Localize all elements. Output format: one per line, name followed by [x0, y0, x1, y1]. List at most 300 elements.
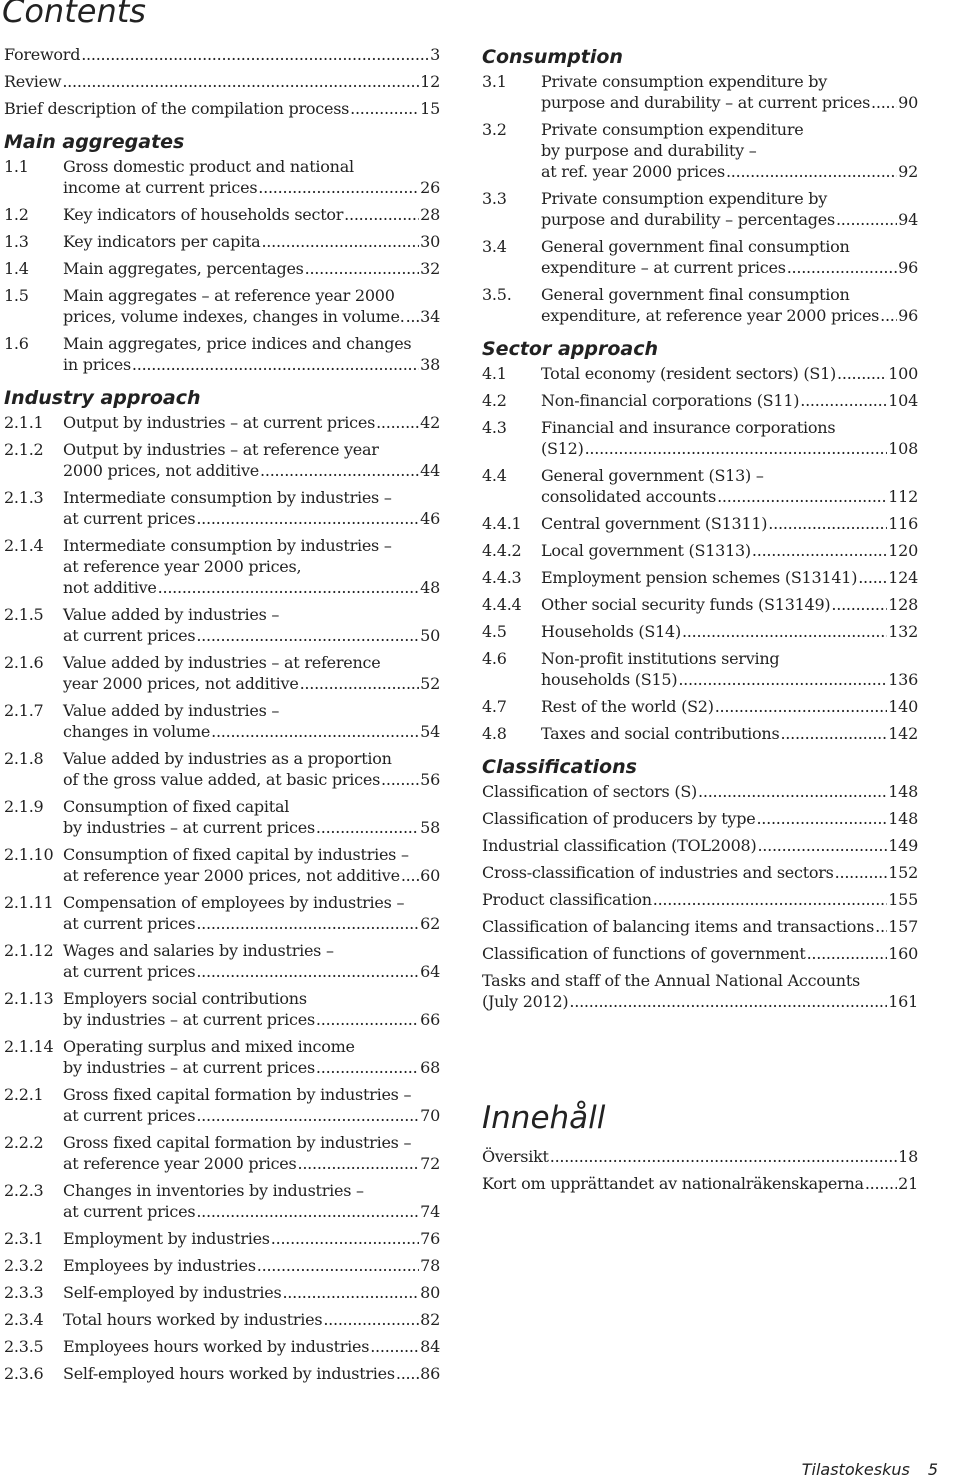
toc-entry[interactable] — [4, 258, 440, 279]
toc-entry[interactable] — [4, 1363, 440, 1384]
toc-entry[interactable] — [482, 696, 918, 717]
entry-number: 2.1.12 — [4, 941, 54, 960]
entry-number: 4.2 — [482, 391, 507, 410]
entry-body — [482, 781, 918, 802]
entry-page-number: 60 — [420, 866, 440, 885]
toc-entry[interactable] — [482, 916, 918, 937]
entry-number: 3.1 — [482, 72, 507, 91]
entry-body — [63, 412, 440, 433]
entry-number: 2.2.1 — [4, 1085, 44, 1104]
entry-number: 2.2.3 — [4, 1181, 44, 1200]
toc-entry[interactable] — [4, 98, 440, 119]
dot-leader — [258, 177, 419, 198]
entry-title: expenditure – at current prices — [541, 258, 786, 277]
entry-title: Classification of balancing items and transactions — [482, 917, 875, 936]
entry-body — [541, 390, 918, 411]
entry-title-line: Compensation of employees by industries – — [63, 893, 405, 912]
toc-entry[interactable] — [482, 723, 918, 744]
toc-entry[interactable] — [4, 652, 440, 694]
entry-title-last-line — [541, 669, 918, 690]
entry-title-line: Private consumption expenditure — [541, 120, 804, 139]
section-heading: Innehåll — [482, 1100, 606, 1136]
entry-body — [482, 943, 918, 964]
entry-page-number: 124 — [888, 568, 918, 587]
entry-title-last-line — [541, 621, 918, 642]
entry-title-last-line — [482, 1173, 918, 1194]
dot-leader — [158, 577, 419, 598]
entry-number: 4.1 — [482, 364, 507, 383]
toc-entry[interactable] — [482, 363, 918, 384]
entry-title: at current prices — [63, 962, 196, 981]
entry-title: income at current prices — [63, 178, 258, 197]
entry-title-last-line — [63, 1009, 440, 1030]
page-footer — [802, 1460, 938, 1479]
toc-entry[interactable] — [4, 1180, 440, 1222]
entry-page-number: 62 — [420, 914, 440, 933]
entry-body — [63, 796, 440, 838]
entry-number: 2.1.9 — [4, 797, 44, 816]
entry-title-last-line — [63, 508, 440, 529]
entry-number: 2.3.1 — [4, 1229, 44, 1248]
entry-title-last-line — [63, 231, 440, 252]
entry-title-line: Operating surplus and mixed income — [63, 1037, 355, 1056]
toc-entry[interactable] — [482, 862, 918, 883]
entry-title-line: Value added by industries – — [63, 701, 280, 720]
toc-entry[interactable] — [482, 284, 918, 326]
toc-entry[interactable] — [482, 465, 918, 507]
entry-body — [541, 417, 918, 459]
toc-entry[interactable] — [4, 700, 440, 742]
entry-body — [541, 567, 918, 588]
toc-entry[interactable] — [482, 236, 918, 278]
entry-title: at current prices — [63, 626, 196, 645]
entry-title-last-line — [63, 1057, 440, 1078]
entry-title: purpose and durability – at current prices — [541, 93, 871, 112]
entry-page-number: 70 — [420, 1106, 440, 1125]
dot-leader — [81, 44, 429, 65]
entry-number: 3.4 — [482, 237, 507, 256]
entry-page-number: 108 — [888, 439, 918, 458]
dot-leader — [401, 865, 419, 886]
entry-number: 4.3 — [482, 418, 507, 437]
dot-leader — [62, 71, 419, 92]
dot-leader — [858, 567, 887, 588]
entry-page-number: 38 — [420, 355, 440, 374]
toc-entry[interactable] — [482, 1173, 918, 1194]
entry-title: in prices — [63, 355, 131, 374]
entry-body — [63, 535, 440, 598]
toc-entry[interactable] — [4, 940, 440, 982]
entry-title-last-line — [4, 44, 440, 65]
entry-title-line: Gross fixed capital formation by industries – — [63, 1085, 412, 1104]
entry-title: Employment pension schemes (S13141) — [541, 568, 858, 587]
toc-entry[interactable] — [4, 439, 440, 481]
entry-number: 4.6 — [482, 649, 507, 668]
toc-entry[interactable] — [482, 567, 918, 588]
toc-entry[interactable] — [4, 44, 440, 65]
entry-body — [541, 540, 918, 561]
toc-entry[interactable] — [4, 748, 440, 790]
toc-entry[interactable] — [4, 1228, 440, 1249]
dot-leader — [316, 1057, 419, 1078]
toc-entry[interactable] — [4, 412, 440, 433]
entry-number: 2.1.1 — [4, 413, 44, 432]
entry-title-line: General government final consumption — [541, 237, 850, 256]
toc-entry[interactable] — [4, 604, 440, 646]
toc-entry[interactable] — [482, 781, 918, 802]
dot-leader — [831, 594, 887, 615]
entry-page-number: 58 — [420, 818, 440, 837]
entry-body — [63, 1036, 440, 1078]
toc-section-main-aggregates — [4, 129, 440, 375]
toc-entry[interactable] — [482, 943, 918, 964]
entry-page-number: 84 — [420, 1337, 440, 1356]
toc-entry[interactable] — [4, 1255, 440, 1276]
entry-title-line: Employers social contributions — [63, 989, 307, 1008]
entry-number: 2.3.4 — [4, 1310, 44, 1329]
entry-title: Foreword — [4, 45, 81, 64]
entry-title: at reference year 2000 prices, not additive — [63, 866, 400, 885]
entry-title-last-line — [63, 769, 440, 790]
entry-title-last-line — [63, 1282, 440, 1303]
entry-title-last-line — [541, 363, 918, 384]
entry-body — [63, 604, 440, 646]
entry-title-last-line — [63, 673, 440, 694]
dot-leader — [726, 161, 897, 182]
entry-title-last-line — [541, 92, 918, 113]
entry-page-number: 90 — [898, 93, 918, 112]
entry-title-last-line — [482, 862, 918, 883]
entry-number: 3.5. — [482, 285, 512, 304]
entry-number: 2.2.2 — [4, 1133, 44, 1152]
entry-number: 2.1.3 — [4, 488, 44, 507]
entry-title-last-line — [541, 257, 918, 278]
entry-page-number: 116 — [888, 514, 918, 533]
entry-body — [541, 513, 918, 534]
entry-title-last-line — [63, 577, 440, 598]
entry-title: Review — [4, 72, 62, 91]
toc-entry[interactable] — [4, 892, 440, 934]
entry-body — [63, 1282, 440, 1303]
dot-leader — [835, 862, 888, 883]
toc-entry[interactable] — [4, 1084, 440, 1126]
entry-page-number: 132 — [888, 622, 918, 641]
entry-title: Taxes and social contributions — [541, 724, 780, 743]
entry-title-last-line — [63, 177, 440, 198]
section-heading: Sector approach — [482, 338, 659, 360]
entry-title-line: General government final consumption — [541, 285, 850, 304]
entry-page-number: 152 — [888, 863, 918, 882]
entry-body — [63, 1132, 440, 1174]
entry-page-number: 28 — [420, 205, 440, 224]
toc-column-left — [4, 44, 440, 1390]
entry-title-last-line — [482, 781, 918, 802]
dot-leader — [585, 438, 888, 459]
toc-section-innehall — [482, 1098, 918, 1194]
entry-page-number: 12 — [420, 72, 440, 91]
entry-title: Cross-classification of industries and sectors — [482, 863, 834, 882]
dot-leader — [768, 513, 887, 534]
entry-number: 4.4.3 — [482, 568, 522, 587]
entry-title: Key indicators of households sector — [63, 205, 344, 224]
entry-title-last-line — [541, 567, 918, 588]
dot-leader — [196, 625, 419, 646]
entry-page-number: 68 — [420, 1058, 440, 1077]
toc-entry[interactable] — [4, 796, 440, 838]
entry-title-last-line — [541, 486, 918, 507]
entry-number: 2.1.7 — [4, 701, 44, 720]
toc-entry[interactable] — [482, 417, 918, 459]
entry-title: at current prices — [63, 914, 196, 933]
entry-title-line: Private consumption expenditure by — [541, 189, 828, 208]
entry-title: at ref. year 2000 prices — [541, 162, 725, 181]
entry-title-line: Tasks and staff of the Annual National Accounts — [482, 971, 860, 990]
entry-title: by industries – at current prices — [63, 1010, 315, 1029]
toc-entry[interactable] — [482, 119, 918, 182]
entry-page-number: 92 — [898, 162, 918, 181]
entry-body — [482, 970, 918, 1012]
entry-body — [63, 892, 440, 934]
entry-body — [541, 363, 918, 384]
toc-entry[interactable] — [4, 231, 440, 252]
entry-page-number: 74 — [420, 1202, 440, 1221]
entry-title: Other social security funds (S13149) — [541, 595, 831, 614]
dot-leader — [370, 1336, 419, 1357]
entry-page-number: 96 — [898, 258, 918, 277]
entry-body — [541, 621, 918, 642]
entry-title-last-line — [63, 1363, 440, 1384]
entry-number: 2.3.5 — [4, 1337, 44, 1356]
entry-title-last-line — [63, 817, 440, 838]
toc-entry[interactable] — [482, 808, 918, 829]
toc-entry[interactable] — [482, 513, 918, 534]
entry-page-number: 142 — [888, 724, 918, 743]
entry-title: Output by industries – at current prices — [63, 413, 376, 432]
toc-entry[interactable] — [482, 621, 918, 642]
dot-leader — [350, 98, 419, 119]
dot-leader — [757, 835, 887, 856]
entry-page-number: 34 — [420, 307, 440, 326]
dot-leader — [300, 673, 420, 694]
entry-body — [541, 465, 918, 507]
entry-body — [482, 808, 918, 829]
entry-title: Total economy (resident sectors) (S1) — [541, 364, 837, 383]
dot-leader — [780, 723, 887, 744]
entry-title-last-line — [541, 390, 918, 411]
entry-number: 2.1.6 — [4, 653, 44, 672]
entry-title: Industrial classification (TOL2008) — [482, 836, 757, 855]
entry-title-line: Financial and insurance corporations — [541, 418, 836, 437]
entry-number: 4.4.2 — [482, 541, 522, 560]
entry-number: 2.3.3 — [4, 1283, 44, 1302]
dot-leader — [344, 204, 419, 225]
entry-title-line: General government (S13) – — [541, 466, 764, 485]
entry-body — [541, 696, 918, 717]
entry-number: 2.1.14 — [4, 1037, 54, 1056]
toc-entry[interactable] — [4, 1036, 440, 1078]
toc-entry[interactable] — [4, 1309, 440, 1330]
entry-body — [63, 439, 440, 481]
entry-page-number: 104 — [888, 391, 918, 410]
dot-leader — [196, 1105, 419, 1126]
entry-page-number: 32 — [420, 259, 440, 278]
entry-title-last-line — [63, 961, 440, 982]
section-heading: Industry approach — [4, 387, 201, 409]
entry-page-number: 149 — [888, 836, 918, 855]
entry-body — [63, 1228, 440, 1249]
entry-title-last-line — [482, 889, 918, 910]
entry-number: 1.5 — [4, 286, 29, 305]
entry-title-line: Consumption of fixed capital — [63, 797, 290, 816]
entry-title: Product classification — [482, 890, 652, 909]
entry-page-number: 155 — [888, 890, 918, 909]
entry-number: 3.3 — [482, 189, 507, 208]
toc-entry[interactable] — [4, 1282, 440, 1303]
entry-title-last-line — [63, 412, 440, 433]
entry-number: 2.1.10 — [4, 845, 54, 864]
entry-title-last-line — [63, 204, 440, 225]
section-heading: Main aggregates — [4, 131, 185, 153]
entry-number: 2.1.5 — [4, 605, 44, 624]
entry-title: prices, volume indexes, changes in volume. — [63, 307, 405, 326]
entry-body — [63, 231, 440, 252]
entry-body — [63, 333, 440, 375]
entry-body — [63, 156, 440, 198]
entry-title-last-line — [4, 71, 440, 92]
entry-title-last-line — [541, 594, 918, 615]
entry-body — [63, 1363, 440, 1384]
entry-title-line: Non-profit institutions serving — [541, 649, 780, 668]
toc-entry[interactable] — [482, 188, 918, 230]
toc-entry[interactable] — [4, 71, 440, 92]
toc-entry[interactable] — [482, 71, 918, 113]
entry-page-number: 120 — [888, 541, 918, 560]
dot-leader — [682, 621, 887, 642]
entry-title-last-line — [63, 460, 440, 481]
toc-entry[interactable] — [4, 487, 440, 529]
entry-number: 2.3.6 — [4, 1364, 44, 1383]
entry-title-last-line — [63, 913, 440, 934]
dot-leader — [653, 889, 887, 910]
toc-entry[interactable] — [482, 835, 918, 856]
entry-page-number: 46 — [420, 509, 440, 528]
toc-entry[interactable] — [4, 1336, 440, 1357]
toc-entry[interactable] — [4, 333, 440, 375]
toc-entry[interactable] — [4, 844, 440, 886]
toc-entry[interactable] — [482, 970, 918, 1012]
dot-leader — [756, 808, 887, 829]
toc-entry[interactable] — [4, 204, 440, 225]
entry-number: 1.3 — [4, 232, 29, 251]
entry-body — [4, 71, 440, 92]
entry-page-number: 80 — [420, 1283, 440, 1302]
entry-page-number: 26 — [420, 178, 440, 197]
toc-entry[interactable] — [4, 988, 440, 1030]
section-heading: Classifications — [482, 756, 637, 778]
entry-title-last-line — [63, 721, 440, 742]
entry-number: 2.1.11 — [4, 893, 54, 912]
footer-publisher: Tilastokeskus — [801, 1460, 910, 1479]
entry-title-last-line — [482, 808, 918, 829]
entry-title-line: Gross domestic product and national — [63, 157, 354, 176]
entry-title-last-line — [63, 865, 440, 886]
entry-number: 2.1.2 — [4, 440, 44, 459]
entry-page-number: 15 — [420, 99, 440, 118]
entry-body — [541, 723, 918, 744]
entry-title: Key indicators per capita — [63, 232, 261, 251]
entry-title-line: Gross fixed capital formation by industries – — [63, 1133, 412, 1152]
entry-title: at current prices — [63, 1202, 196, 1221]
entry-body — [63, 1309, 440, 1330]
toc-entry[interactable] — [4, 156, 440, 198]
entry-page-number: 42 — [420, 413, 440, 432]
entry-page-number: 157 — [888, 917, 918, 936]
entry-title: Self-employed by industries — [63, 1283, 282, 1302]
entry-page-number: 56 — [420, 770, 440, 789]
entry-page-number: 18 — [898, 1147, 918, 1166]
toc-entry[interactable] — [482, 540, 918, 561]
entry-page-number: 76 — [420, 1229, 440, 1248]
entry-title-line: Value added by industries as a proportion — [63, 749, 392, 768]
entry-page-number: 140 — [888, 697, 918, 716]
toc-entry[interactable] — [4, 1132, 440, 1174]
entry-title: Local government (S1313) — [541, 541, 751, 560]
entry-title: at reference year 2000 prices — [63, 1154, 297, 1173]
toc-entry[interactable] — [482, 648, 918, 690]
entry-title-last-line — [541, 209, 918, 230]
entry-title: Total hours worked by industries — [63, 1310, 323, 1329]
entry-number: 1.6 — [4, 334, 29, 353]
toc-entry[interactable] — [4, 535, 440, 598]
entry-body — [541, 236, 918, 278]
entry-title: at current prices — [63, 1106, 196, 1125]
entry-body — [541, 648, 918, 690]
dot-leader — [800, 390, 887, 411]
entry-page-number: 21 — [898, 1174, 918, 1193]
entry-title-last-line — [541, 161, 918, 182]
entry-number: 4.4 — [482, 466, 507, 485]
entry-title: Rest of the world (S2) — [541, 697, 714, 716]
entry-page-number: 136 — [888, 670, 918, 689]
entry-body — [541, 71, 918, 113]
dot-leader — [261, 231, 419, 252]
entry-page-number: 72 — [420, 1154, 440, 1173]
toc-entry[interactable] — [482, 1146, 918, 1167]
toc-entry[interactable] — [482, 390, 918, 411]
entry-title-last-line — [63, 1255, 440, 1276]
dot-leader — [807, 943, 888, 964]
toc-entry[interactable] — [482, 594, 918, 615]
toc-section-intro — [4, 44, 440, 119]
entry-title-line: Value added by industries – — [63, 605, 280, 624]
toc-entry[interactable] — [482, 889, 918, 910]
entry-number: 1.1 — [4, 157, 29, 176]
entry-body — [63, 988, 440, 1030]
entry-title-line: Main aggregates – at reference year 2000 — [63, 286, 395, 305]
entry-body — [4, 98, 440, 119]
entry-body — [63, 487, 440, 529]
entry-page-number: 86 — [420, 1364, 440, 1383]
toc-section-consumption — [482, 44, 918, 326]
entry-title: 2000 prices, not additive — [63, 461, 260, 480]
entry-title-last-line — [541, 696, 918, 717]
dot-leader — [282, 1282, 419, 1303]
dot-leader — [569, 991, 887, 1012]
entry-page-number: 94 — [898, 210, 918, 229]
entry-title-line: Intermediate consumption by industries – — [63, 536, 392, 555]
toc-entry[interactable] — [4, 285, 440, 327]
entry-title: Classification of producers by type — [482, 809, 756, 828]
